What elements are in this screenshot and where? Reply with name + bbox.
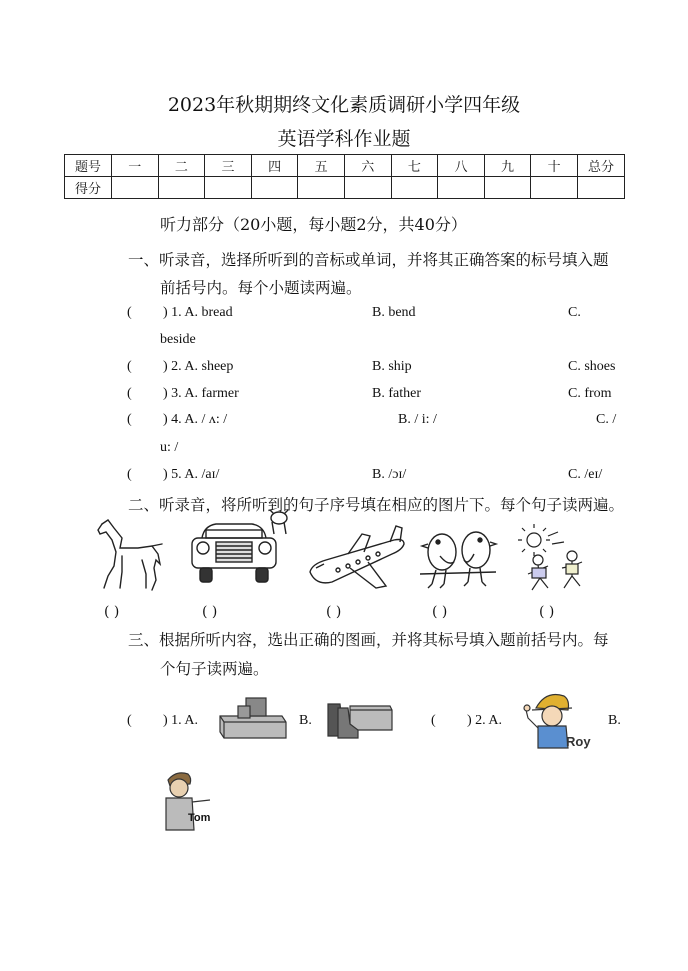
part3-question-1-option-a: ) 1. A. [163,713,198,728]
question-3-option-c: C. from [568,386,612,401]
question-1-option-b: B. bend [372,305,416,320]
answer-paren[interactable]: ( [127,467,132,482]
score-header-cell: 十 [531,155,578,177]
question-3-option-b: B. father [372,386,421,401]
answer-paren[interactable]: ( [127,713,132,728]
horse-picture [92,516,164,592]
part3-instruction-cont: 个句子读两遍。 [160,660,269,678]
score-cell[interactable] [531,177,578,199]
picture-answer-blank-2[interactable]: ( ) [202,604,218,620]
question-2-option-c: C. shoes [568,359,616,374]
question-4-option-c-symbol: u: / [160,440,179,455]
part3-question-2-option-b: B. [608,713,621,728]
box-with-items-picture [216,694,290,742]
score-header-cell: 六 [344,155,391,177]
question-2-option-a: ) 2. A. sheep [163,359,234,374]
roy-label: Roy [566,734,591,749]
question-1-option-c: C. [568,305,581,320]
question-5-option-a: ) 5. A. /aɪ/ [163,467,220,482]
picture-answer-blank-4[interactable]: ( ) [432,604,448,620]
score-header-cell: 二 [158,155,205,177]
score-row-label: 得分 [65,177,112,199]
page-title: 2023年秋期期终文化素质调研小学四年级 [167,94,521,116]
part1-instruction: 一、听录音，选择所听到的音标或单词，并将其正确答案的标号填入题 [128,251,609,269]
score-cell[interactable] [438,177,485,199]
score-cell[interactable] [578,177,625,199]
score-header-cell: 四 [251,155,298,177]
picture-answer-blank-3[interactable]: ( ) [326,604,342,620]
answer-paren[interactable]: ( [431,713,436,728]
shoes-and-box-picture [324,698,394,740]
score-header-cell: 七 [391,155,438,177]
listening-heading: 听力部分（20小题，每小题2分，共40分） [160,215,467,234]
question-2-option-b: B. ship [372,359,412,374]
birds-picture [418,522,498,596]
page-subtitle: 英语学科作业题 [277,128,411,150]
score-header-cell: 八 [438,155,485,177]
score-header-cell: 九 [484,155,531,177]
part2-instruction: 二、听录音，将所听到的句子序号填在相应的图片下。每个句子读两遍。 [128,496,625,514]
children-running-picture [518,524,600,594]
answer-paren[interactable]: ( [127,305,132,320]
score-cell[interactable] [484,177,531,199]
score-cell[interactable] [391,177,438,199]
question-4-option-c: C. / [596,412,617,427]
question-3-option-a: ) 3. A. farmer [163,386,239,401]
score-cell[interactable] [158,177,205,199]
score-header-cell: 总分 [578,155,625,177]
answer-paren[interactable]: ( [127,412,132,427]
part3-question-2-option-a: ) 2. A. [467,713,502,728]
answer-paren[interactable]: ( [127,359,132,374]
airplane-picture [306,524,410,594]
picture-answer-blank-5[interactable]: ( ) [539,604,555,620]
part1-instruction-cont: 前括号内。每个小题读两遍。 [160,279,362,297]
part3-question-1-option-b: B. [299,713,312,728]
score-header-cell: 题号 [65,155,112,177]
question-1-option-c-word: beside [160,332,196,347]
question-5-option-c: C. /eɪ/ [568,467,603,482]
tom-label: Tom [188,812,211,824]
part3-instruction: 三、根据所听内容，选出正确的图画，并将其标号填入题前括号内。每 [128,631,609,649]
score-header-cell: 一 [112,155,159,177]
score-cell[interactable] [112,177,159,199]
score-table [64,154,625,199]
score-cell[interactable] [344,177,391,199]
score-cell[interactable] [298,177,345,199]
answer-paren[interactable]: ( [127,386,132,401]
score-header-cell: 五 [298,155,345,177]
question-4-option-b: B. / i: / [398,412,437,427]
question-4-option-a: ) 4. A. / ʌ: / [163,412,228,427]
score-value-row [65,177,625,199]
score-header-cell: 三 [205,155,252,177]
score-cell[interactable] [251,177,298,199]
score-cell[interactable] [205,177,252,199]
score-header-row [65,155,625,177]
car-picture [186,508,296,592]
picture-answer-blank-1[interactable]: ( ) [104,604,120,620]
question-5-option-b: B. /ɔɪ/ [372,467,407,482]
question-1-option-a: ) 1. A. bread [163,305,233,320]
